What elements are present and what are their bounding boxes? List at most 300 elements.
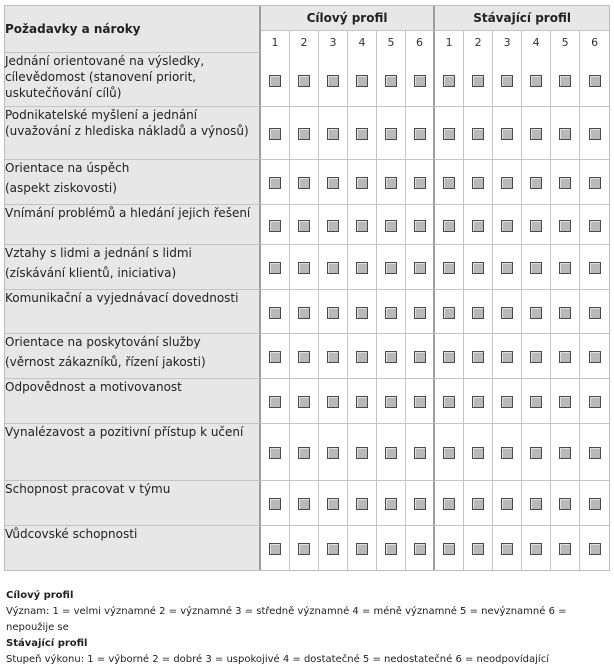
- target-cell: [377, 245, 406, 290]
- current-cell: [435, 334, 464, 379]
- current-checkbox-1[interactable]: [443, 220, 455, 232]
- target-checkbox-4[interactable]: [356, 543, 368, 555]
- table-row: [5, 53, 609, 107]
- current-cell: [464, 53, 493, 107]
- current-cell: [580, 205, 609, 245]
- target-cell: [377, 160, 406, 205]
- current-cell: [493, 526, 522, 570]
- target-checkbox-5[interactable]: [385, 351, 397, 363]
- target-profile-header: Cílový profil: [261, 6, 435, 31]
- current-cell: [435, 53, 464, 107]
- current-checkbox-3[interactable]: [501, 220, 513, 232]
- target-checkbox-4[interactable]: [356, 220, 368, 232]
- requirements-matrix: [4, 5, 610, 571]
- target-cell: [319, 160, 348, 205]
- current-cell: [580, 290, 609, 334]
- current-cell: [493, 245, 522, 290]
- current-checkbox-3[interactable]: [501, 128, 513, 140]
- table-row: [5, 481, 609, 526]
- current-cell: [493, 481, 522, 526]
- target-cell: [261, 334, 290, 379]
- requirement-label-line: Orientace na poskytování služby: [5, 335, 201, 349]
- target-checkbox-2[interactable]: [298, 128, 310, 140]
- target-cell: [377, 379, 406, 424]
- requirement-label-line: Vnímání problémů a hledání jejich řešení: [5, 206, 251, 220]
- current-cell: [464, 481, 493, 526]
- current-cell: [493, 107, 522, 160]
- current-cell: [551, 245, 580, 290]
- target-checkbox-1[interactable]: [269, 307, 281, 319]
- current-cell: [493, 53, 522, 107]
- target-cell: [290, 160, 319, 205]
- target-checkbox-4[interactable]: [356, 177, 368, 189]
- current-cell: [464, 379, 493, 424]
- target-cell: [319, 481, 348, 526]
- current-cell: [464, 205, 493, 245]
- current-cell: [551, 526, 580, 570]
- target-cell: [261, 53, 290, 107]
- matrix-body: [5, 53, 609, 570]
- requirement-label: [5, 160, 261, 205]
- target-checkbox-6[interactable]: [414, 177, 426, 189]
- target-cell: [290, 481, 319, 526]
- current-checkbox-2[interactable]: [472, 75, 484, 87]
- current-scale-1: 1: [435, 31, 464, 53]
- current-cell: [493, 205, 522, 245]
- current-cell: [580, 526, 609, 570]
- current-checkbox-3[interactable]: [501, 396, 513, 408]
- table-row: [5, 160, 609, 205]
- current-checkbox-5[interactable]: [559, 396, 571, 408]
- target-checkbox-3[interactable]: [327, 351, 339, 363]
- target-cell: [406, 526, 435, 570]
- current-checkbox-4[interactable]: [530, 351, 542, 363]
- current-cell: [522, 245, 551, 290]
- current-checkbox-6[interactable]: [589, 128, 601, 140]
- current-checkbox-4[interactable]: [530, 498, 542, 510]
- current-checkbox-5[interactable]: [559, 128, 571, 140]
- target-checkbox-2[interactable]: [298, 543, 310, 555]
- requirement-label: [5, 290, 261, 334]
- current-checkbox-2[interactable]: [472, 220, 484, 232]
- legend-current-text: Stupeň výkonu: 1 = výborné 2 = dobré 3 = uspokojivé 4 = dostatečné 5 = nedostatečné 6 = neodpovídající: [6, 654, 549, 665]
- target-cell: [290, 245, 319, 290]
- current-checkbox-3[interactable]: [501, 543, 513, 555]
- current-cell: [464, 290, 493, 334]
- target-cell: [377, 481, 406, 526]
- current-checkbox-5[interactable]: [559, 177, 571, 189]
- requirement-label-line: Podnikatelské myšlení a jednání (uvažování z hlediska nákladů a výnosů): [5, 108, 249, 138]
- target-cell: [261, 290, 290, 334]
- target-cell: [290, 334, 319, 379]
- current-checkbox-4[interactable]: [530, 262, 542, 274]
- current-cell: [493, 160, 522, 205]
- current-cell: [580, 424, 609, 481]
- target-cell: [348, 290, 377, 334]
- current-checkbox-5[interactable]: [559, 75, 571, 87]
- target-checkbox-1[interactable]: [269, 498, 281, 510]
- current-checkbox-6[interactable]: [589, 498, 601, 510]
- current-cell: [435, 481, 464, 526]
- current-cell: [522, 160, 551, 205]
- target-cell: [406, 160, 435, 205]
- target-cell: [377, 107, 406, 160]
- target-cell: [261, 160, 290, 205]
- current-cell: [551, 160, 580, 205]
- target-checkbox-2[interactable]: [298, 396, 310, 408]
- current-cell: [464, 160, 493, 205]
- target-cell: [319, 424, 348, 481]
- requirement-label: [5, 245, 261, 290]
- target-cell: [290, 526, 319, 570]
- requirement-label: [5, 526, 261, 570]
- current-checkbox-1[interactable]: [443, 543, 455, 555]
- current-scale-2: 2: [464, 31, 493, 53]
- current-cell: [522, 205, 551, 245]
- target-cell: [406, 290, 435, 334]
- current-cell: [464, 334, 493, 379]
- current-checkbox-5[interactable]: [559, 307, 571, 319]
- target-cell: [348, 245, 377, 290]
- current-cell: [551, 205, 580, 245]
- target-checkbox-3[interactable]: [327, 177, 339, 189]
- current-scale-4: 4: [522, 31, 551, 53]
- current-cell: [580, 53, 609, 107]
- current-cell: [522, 53, 551, 107]
- legend-target-title: Cílový profil: [6, 590, 74, 601]
- current-checkbox-4[interactable]: [530, 396, 542, 408]
- current-checkbox-1[interactable]: [443, 351, 455, 363]
- target-cell: [377, 334, 406, 379]
- current-cell: [580, 334, 609, 379]
- target-checkbox-5[interactable]: [385, 447, 397, 459]
- requirement-label: [5, 107, 261, 160]
- current-checkbox-3[interactable]: [501, 75, 513, 87]
- current-checkbox-1[interactable]: [443, 447, 455, 459]
- current-cell: [522, 290, 551, 334]
- current-cell: [580, 481, 609, 526]
- current-checkbox-4[interactable]: [530, 220, 542, 232]
- target-cell: [261, 424, 290, 481]
- current-scale-3: 3: [493, 31, 522, 53]
- target-checkbox-6[interactable]: [414, 128, 426, 140]
- target-checkbox-2[interactable]: [298, 75, 310, 87]
- target-checkbox-5[interactable]: [385, 177, 397, 189]
- target-cell: [290, 205, 319, 245]
- target-cell: [261, 205, 290, 245]
- target-checkbox-2[interactable]: [298, 498, 310, 510]
- requirement-label-line: Schopnost pracovat v týmu: [5, 482, 171, 496]
- target-checkbox-2[interactable]: [298, 177, 310, 189]
- table-row: [5, 205, 609, 245]
- target-checkbox-4[interactable]: [356, 75, 368, 87]
- current-checkbox-2[interactable]: [472, 128, 484, 140]
- current-cell: [435, 379, 464, 424]
- requirement-label-line: (věrnost zákazníků, řízení jakosti): [5, 355, 206, 369]
- target-checkbox-4[interactable]: [356, 396, 368, 408]
- target-cell: [377, 290, 406, 334]
- requirement-label-line: Jednání orientované na výsledky, cílevědomost (stanovení priorit, uskutečňování cílů): [5, 54, 205, 100]
- requirement-label-line: Orientace na úspěch: [5, 161, 130, 175]
- requirement-label: [5, 424, 261, 481]
- current-checkbox-6[interactable]: [589, 307, 601, 319]
- table-row: [5, 107, 609, 160]
- current-cell: [464, 107, 493, 160]
- current-checkbox-6[interactable]: [589, 447, 601, 459]
- target-cell: [261, 245, 290, 290]
- current-checkbox-5[interactable]: [559, 543, 571, 555]
- target-cell: [348, 107, 377, 160]
- target-cell: [348, 205, 377, 245]
- target-cell: [290, 424, 319, 481]
- target-checkbox-5[interactable]: [385, 543, 397, 555]
- target-checkbox-6[interactable]: [414, 75, 426, 87]
- target-checkbox-1[interactable]: [269, 447, 281, 459]
- target-checkbox-5[interactable]: [385, 307, 397, 319]
- target-checkbox-6[interactable]: [414, 307, 426, 319]
- target-scale-2: 2: [290, 31, 319, 53]
- current-checkbox-6[interactable]: [589, 177, 601, 189]
- legend-target-text: Význam: 1 = velmi významné 2 = významné 3 = středně významné 4 = méně významné 5 = nevýznamné 6 = nepoužije se: [6, 606, 567, 633]
- target-checkbox-3[interactable]: [327, 498, 339, 510]
- target-scale-4: 4: [348, 31, 377, 53]
- current-profile-header: Stávající profil: [435, 6, 609, 31]
- current-cell: [551, 334, 580, 379]
- target-cell: [348, 160, 377, 205]
- current-checkbox-4[interactable]: [530, 75, 542, 87]
- requirement-label-line: (aspekt ziskovosti): [5, 181, 117, 195]
- current-checkbox-3[interactable]: [501, 447, 513, 459]
- current-cell: [464, 424, 493, 481]
- current-cell: [435, 424, 464, 481]
- current-checkbox-3[interactable]: [501, 307, 513, 319]
- current-cell: [522, 424, 551, 481]
- current-checkbox-4[interactable]: [530, 128, 542, 140]
- target-checkbox-5[interactable]: [385, 262, 397, 274]
- target-checkbox-1[interactable]: [269, 177, 281, 189]
- target-checkbox-2[interactable]: [298, 307, 310, 319]
- current-checkbox-5[interactable]: [559, 447, 571, 459]
- current-checkbox-2[interactable]: [472, 543, 484, 555]
- current-cell: [435, 245, 464, 290]
- target-cell: [290, 290, 319, 334]
- current-cell: [580, 379, 609, 424]
- current-cell: [435, 290, 464, 334]
- target-cell: [319, 245, 348, 290]
- target-checkbox-3[interactable]: [327, 220, 339, 232]
- current-checkbox-2[interactable]: [472, 351, 484, 363]
- target-checkbox-3[interactable]: [327, 307, 339, 319]
- target-checkbox-6[interactable]: [414, 396, 426, 408]
- target-cell: [290, 379, 319, 424]
- current-checkbox-1[interactable]: [443, 498, 455, 510]
- target-checkbox-6[interactable]: [414, 220, 426, 232]
- target-cell: [377, 205, 406, 245]
- target-checkbox-4[interactable]: [356, 262, 368, 274]
- target-checkbox-2[interactable]: [298, 351, 310, 363]
- target-cell: [377, 424, 406, 481]
- current-scale-6: 6: [580, 31, 609, 53]
- target-cell: [290, 53, 319, 107]
- current-checkbox-2[interactable]: [472, 498, 484, 510]
- target-checkbox-2[interactable]: [298, 220, 310, 232]
- requirement-label-line: Vztahy s lidmi a jednání s lidmi: [5, 246, 192, 260]
- current-cell: [551, 107, 580, 160]
- target-scale-6: 6: [406, 31, 435, 53]
- target-checkbox-6[interactable]: [414, 498, 426, 510]
- target-checkbox-3[interactable]: [327, 543, 339, 555]
- table-row: [5, 290, 609, 334]
- target-checkbox-5[interactable]: [385, 396, 397, 408]
- target-checkbox-5[interactable]: [385, 498, 397, 510]
- target-checkbox-3[interactable]: [327, 75, 339, 87]
- target-checkbox-1[interactable]: [269, 543, 281, 555]
- current-cell: [551, 481, 580, 526]
- current-checkbox-5[interactable]: [559, 351, 571, 363]
- target-checkbox-6[interactable]: [414, 543, 426, 555]
- target-checkbox-6[interactable]: [414, 262, 426, 274]
- target-checkbox-4[interactable]: [356, 351, 368, 363]
- current-checkbox-1[interactable]: [443, 177, 455, 189]
- current-cell: [435, 107, 464, 160]
- current-checkbox-1[interactable]: [443, 262, 455, 274]
- target-cell: [261, 526, 290, 570]
- target-cell: [348, 481, 377, 526]
- current-checkbox-2[interactable]: [472, 307, 484, 319]
- target-checkbox-1[interactable]: [269, 396, 281, 408]
- target-cell: [261, 481, 290, 526]
- requirement-label: [5, 205, 261, 245]
- target-scale-1: 1: [261, 31, 290, 53]
- target-checkbox-4[interactable]: [356, 498, 368, 510]
- requirements-header: Požadavky a nároky: [5, 6, 261, 53]
- current-checkbox-1[interactable]: [443, 396, 455, 408]
- current-checkbox-6[interactable]: [589, 75, 601, 87]
- current-cell: [435, 160, 464, 205]
- current-cell: [551, 53, 580, 107]
- requirement-label: [5, 379, 261, 424]
- target-checkbox-4[interactable]: [356, 307, 368, 319]
- target-cell: [406, 245, 435, 290]
- target-checkbox-5[interactable]: [385, 75, 397, 87]
- target-cell: [319, 53, 348, 107]
- current-cell: [580, 107, 609, 160]
- target-checkbox-1[interactable]: [269, 220, 281, 232]
- current-checkbox-2[interactable]: [472, 177, 484, 189]
- current-checkbox-6[interactable]: [589, 543, 601, 555]
- current-cell: [522, 334, 551, 379]
- table-row: [5, 245, 609, 290]
- current-cell: [435, 526, 464, 570]
- requirement-label: [5, 481, 261, 526]
- requirement-label-line: Vůdcovské schopnosti: [5, 527, 138, 541]
- current-checkbox-2[interactable]: [472, 447, 484, 459]
- target-scale-3: 3: [319, 31, 348, 53]
- current-cell: [551, 424, 580, 481]
- target-checkbox-1[interactable]: [269, 75, 281, 87]
- target-cell: [319, 379, 348, 424]
- target-cell: [406, 205, 435, 245]
- target-checkbox-3[interactable]: [327, 128, 339, 140]
- current-checkbox-4[interactable]: [530, 543, 542, 555]
- requirement-label: [5, 334, 261, 379]
- current-checkbox-1[interactable]: [443, 75, 455, 87]
- target-checkbox-5[interactable]: [385, 220, 397, 232]
- current-checkbox-5[interactable]: [559, 220, 571, 232]
- target-cell: [319, 334, 348, 379]
- target-cell: [406, 334, 435, 379]
- current-cell: [522, 526, 551, 570]
- target-cell: [261, 107, 290, 160]
- target-cell: [406, 53, 435, 107]
- target-cell: [406, 424, 435, 481]
- current-checkbox-5[interactable]: [559, 262, 571, 274]
- target-cell: [319, 290, 348, 334]
- target-checkbox-5[interactable]: [385, 128, 397, 140]
- current-checkbox-1[interactable]: [443, 128, 455, 140]
- current-cell: [464, 526, 493, 570]
- current-checkbox-6[interactable]: [589, 220, 601, 232]
- target-checkbox-3[interactable]: [327, 396, 339, 408]
- current-checkbox-3[interactable]: [501, 498, 513, 510]
- target-checkbox-2[interactable]: [298, 262, 310, 274]
- requirement-label-line: (získávání klientů, iniciativa): [5, 266, 177, 280]
- target-checkbox-1[interactable]: [269, 128, 281, 140]
- requirement-label: [5, 53, 261, 107]
- current-checkbox-3[interactable]: [501, 177, 513, 189]
- target-cell: [377, 526, 406, 570]
- target-checkbox-3[interactable]: [327, 262, 339, 274]
- requirement-label-line: Komunikační a vyjednávací dovednosti: [5, 291, 239, 305]
- current-checkbox-2[interactable]: [472, 396, 484, 408]
- target-cell: [290, 107, 319, 160]
- current-cell: [551, 290, 580, 334]
- current-checkbox-5[interactable]: [559, 498, 571, 510]
- current-checkbox-6[interactable]: [589, 262, 601, 274]
- target-cell: [348, 424, 377, 481]
- target-checkbox-3[interactable]: [327, 447, 339, 459]
- target-checkbox-1[interactable]: [269, 351, 281, 363]
- current-checkbox-4[interactable]: [530, 177, 542, 189]
- current-checkbox-4[interactable]: [530, 447, 542, 459]
- current-checkbox-4[interactable]: [530, 307, 542, 319]
- target-checkbox-4[interactable]: [356, 128, 368, 140]
- current-checkbox-3[interactable]: [501, 351, 513, 363]
- table-row: [5, 379, 609, 424]
- current-checkbox-3[interactable]: [501, 262, 513, 274]
- table-row: [5, 526, 609, 570]
- target-checkbox-6[interactable]: [414, 351, 426, 363]
- target-checkbox-2[interactable]: [298, 447, 310, 459]
- target-cell: [348, 379, 377, 424]
- current-cell: [464, 245, 493, 290]
- target-checkbox-1[interactable]: [269, 262, 281, 274]
- legend: [6, 588, 614, 668]
- target-cell: [348, 53, 377, 107]
- target-checkbox-6[interactable]: [414, 447, 426, 459]
- current-cell: [493, 379, 522, 424]
- current-checkbox-6[interactable]: [589, 396, 601, 408]
- target-cell: [319, 107, 348, 160]
- current-cell: [493, 290, 522, 334]
- current-checkbox-6[interactable]: [589, 351, 601, 363]
- target-checkbox-4[interactable]: [356, 447, 368, 459]
- current-checkbox-1[interactable]: [443, 307, 455, 319]
- current-cell: [551, 379, 580, 424]
- target-cell: [261, 379, 290, 424]
- current-checkbox-2[interactable]: [472, 262, 484, 274]
- current-cell: [522, 107, 551, 160]
